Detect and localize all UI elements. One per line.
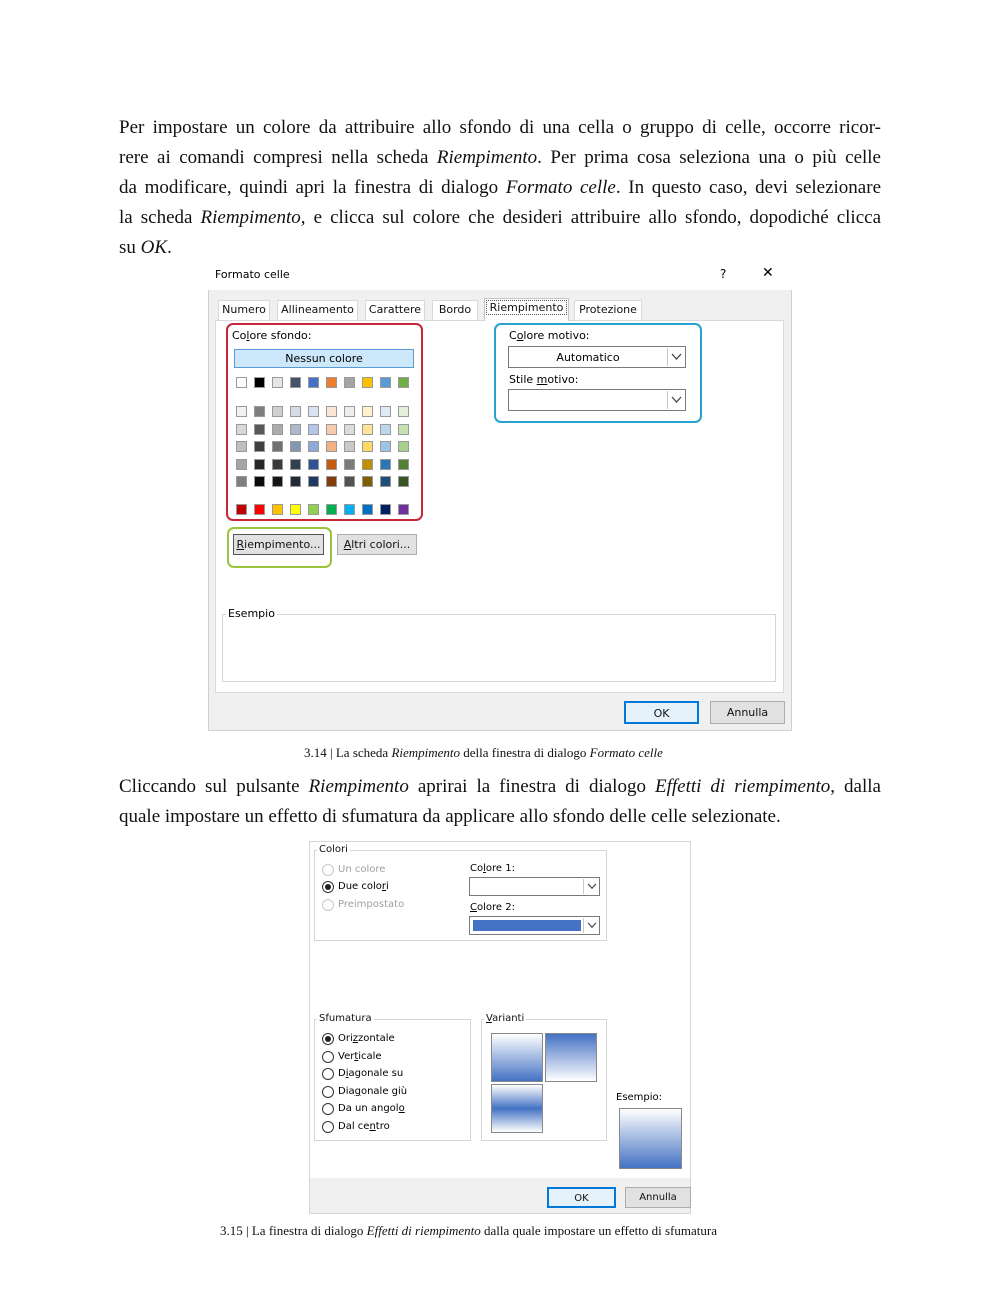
color-swatch[interactable] — [326, 504, 337, 515]
color-swatch[interactable] — [272, 377, 283, 388]
paragraph-line: da modificare, quindi apri la finestra di dialogo Formato celle. In questo caso, devi selezionare — [119, 177, 881, 198]
color2-dropdown[interactable] — [469, 916, 600, 935]
ok-button[interactable]: OK — [547, 1187, 616, 1208]
color-swatch[interactable] — [254, 377, 265, 388]
gradient-style-radio[interactable] — [322, 1121, 334, 1133]
color-swatch[interactable] — [344, 424, 355, 435]
color-swatch[interactable] — [308, 424, 319, 435]
preset-radio[interactable] — [322, 899, 334, 911]
color-swatch[interactable] — [362, 504, 373, 515]
color1-label: Colore 1: — [470, 863, 515, 874]
color-swatch[interactable] — [398, 424, 409, 435]
intro-paragraph — [119, 113, 881, 263]
tab-bordo[interactable]: Bordo — [432, 300, 478, 320]
color-swatch[interactable] — [308, 504, 319, 515]
color-swatch[interactable] — [236, 441, 247, 452]
figure-caption: 3.14 | La scheda Riempimento della finestra di dialogo Formato celle — [304, 745, 663, 760]
gradient-style-radio[interactable] — [322, 1103, 334, 1115]
chevron-down-icon — [667, 391, 684, 409]
color-swatch[interactable] — [326, 377, 337, 388]
gradient-style-radio[interactable] — [322, 1068, 334, 1080]
sample-label: Esempio: — [616, 1092, 663, 1103]
background-color-label: Colore sfondo: — [232, 329, 312, 342]
color-swatch[interactable] — [380, 504, 391, 515]
color-swatch[interactable] — [326, 406, 337, 417]
sample-group — [222, 614, 776, 682]
color-swatch[interactable] — [326, 476, 337, 487]
paragraph-line: quale impostare un effetto di sfumatura da applicare allo sfondo delle celle selezionate. — [119, 806, 781, 827]
color-swatch[interactable] — [362, 441, 373, 452]
color-swatch[interactable] — [398, 441, 409, 452]
one-color-label: Un colore — [338, 864, 386, 875]
color2-label: Colore 2: — [470, 902, 515, 913]
colors-group-label: Colori — [319, 844, 348, 855]
color-swatch[interactable] — [362, 459, 373, 470]
color-swatch[interactable] — [344, 504, 355, 515]
more-colors-button[interactable]: Altri colori... — [337, 534, 417, 555]
pattern-style-dropdown[interactable] — [508, 389, 686, 411]
gradient-style-label: Da un angolo — [338, 1103, 405, 1114]
color-swatch[interactable] — [344, 476, 355, 487]
color-swatch[interactable] — [236, 406, 247, 417]
color-swatch[interactable] — [380, 377, 391, 388]
color-swatch[interactable] — [380, 459, 391, 470]
color-swatch[interactable] — [236, 424, 247, 435]
gradient-style-radio[interactable] — [322, 1033, 334, 1045]
color-swatch[interactable] — [290, 377, 301, 388]
one-color-radio[interactable] — [322, 864, 334, 876]
gradient-style-label: Verticale — [338, 1050, 382, 1062]
gradient-style-label: Orizzontale — [338, 1033, 395, 1044]
variant-1[interactable] — [491, 1033, 543, 1082]
color-swatch[interactable] — [254, 406, 265, 417]
color-swatch[interactable] — [290, 424, 301, 435]
color-swatch[interactable] — [362, 377, 373, 388]
color-swatch[interactable] — [272, 424, 283, 435]
pattern-color-label: Colore motivo: — [509, 329, 590, 342]
paragraph-line: Cliccando sul pulsante Riempimento aprirai la finestra di dialogo Effetti di riempimento, dalla — [119, 776, 881, 797]
sample-label: Esempio — [228, 607, 275, 620]
color-swatch[interactable] — [254, 459, 265, 470]
variant-3[interactable] — [491, 1084, 543, 1133]
paragraph-line: rere ai comandi compresi nella scheda Riempimento. Per prima cosa seleziona una o più celle — [119, 147, 881, 168]
color-swatch[interactable] — [326, 424, 337, 435]
tab-allineamento[interactable]: Allineamento — [277, 300, 358, 320]
chevron-down-icon — [583, 918, 598, 933]
color1-dropdown[interactable] — [469, 877, 600, 896]
color-swatch[interactable] — [290, 441, 301, 452]
tab-carattere[interactable]: Carattere — [365, 300, 425, 320]
two-colors-label: Due colori — [338, 881, 389, 892]
chevron-down-icon — [667, 348, 684, 366]
color-swatch[interactable] — [398, 406, 409, 417]
color-swatch[interactable] — [398, 377, 409, 388]
color-swatch[interactable] — [362, 424, 373, 435]
color-swatch[interactable] — [272, 406, 283, 417]
chevron-down-icon — [583, 879, 598, 894]
second-paragraph — [119, 772, 881, 832]
gradient-style-label: Dal centro — [338, 1120, 390, 1132]
fill-effects-button[interactable]: Riempimento... — [233, 534, 324, 555]
paragraph-line: Per impostare un colore da attribuire allo sfondo di una cella o gruppo di celle, occorre ricor- — [119, 117, 881, 138]
color-swatch[interactable] — [236, 459, 247, 470]
color-swatch[interactable] — [290, 459, 301, 470]
color-swatch[interactable] — [308, 377, 319, 388]
color-swatch[interactable] — [272, 504, 283, 515]
no-color-button[interactable]: Nessun colore — [234, 349, 414, 368]
color-swatch[interactable] — [308, 476, 319, 487]
color-swatch[interactable] — [308, 441, 319, 452]
pattern-color-dropdown[interactable] — [508, 346, 686, 368]
color-swatch[interactable] — [272, 441, 283, 452]
color-swatch[interactable] — [344, 459, 355, 470]
color-swatch[interactable] — [362, 476, 373, 487]
tab-riempimento[interactable]: Riempimento — [484, 298, 569, 321]
color2-swatch — [473, 920, 581, 931]
color-swatch[interactable] — [398, 459, 409, 470]
gradient-style-label: Diagonale su — [338, 1068, 404, 1079]
two-colors-radio[interactable] — [322, 881, 334, 893]
color-swatch[interactable] — [236, 476, 247, 487]
dialog-titlebar — [208, 262, 792, 290]
color-swatch[interactable] — [308, 406, 319, 417]
gradient-sample — [619, 1108, 682, 1169]
color-swatch[interactable] — [362, 406, 373, 417]
pattern-color-value: Automatico — [556, 351, 620, 364]
color-swatch[interactable] — [254, 504, 265, 515]
paragraph-line: su OK. — [119, 237, 172, 258]
help-button[interactable]: ? — [720, 267, 727, 281]
color-swatch[interactable] — [326, 459, 337, 470]
color-swatch[interactable] — [254, 476, 265, 487]
color-swatch[interactable] — [254, 441, 265, 452]
gradient-style-label: Diagonale giù — [338, 1085, 408, 1097]
tab-protezione[interactable]: Protezione — [574, 300, 642, 320]
color-swatch[interactable] — [236, 377, 247, 388]
color-swatch[interactable] — [398, 504, 409, 515]
color-swatch[interactable] — [272, 476, 283, 487]
color-swatch[interactable] — [380, 441, 391, 452]
tab-numero[interactable]: Numero — [218, 300, 270, 320]
color-swatch[interactable] — [326, 441, 337, 452]
paragraph-line: la scheda Riempimento, e clicca sul colore che desideri attribuire allo sfondo, dopodiché clicca — [119, 207, 881, 228]
color-swatch[interactable] — [344, 441, 355, 452]
figure-caption: 3.15 | La finestra di dialogo Effetti di riempimento dalla quale impostare un effetto di sfumatura — [220, 1223, 717, 1238]
variants-group-label: Varianti — [486, 1013, 525, 1024]
color-swatch[interactable] — [272, 459, 283, 470]
gradient-group-label: Sfumatura — [319, 1013, 372, 1024]
variant-2[interactable] — [545, 1033, 597, 1082]
color-swatch[interactable] — [380, 424, 391, 435]
color-swatch[interactable] — [344, 406, 355, 417]
color-swatch[interactable] — [380, 476, 391, 487]
color-swatch[interactable] — [254, 424, 265, 435]
ok-button[interactable]: OK — [624, 701, 699, 724]
color-swatch[interactable] — [380, 406, 391, 417]
color-swatch[interactable] — [344, 377, 355, 388]
color-swatch[interactable] — [398, 476, 409, 487]
color-swatch[interactable] — [308, 459, 319, 470]
pattern-style-label: Stile motivo: — [509, 373, 579, 386]
color-swatch[interactable] — [290, 476, 301, 487]
gradient-style-radio[interactable] — [322, 1051, 334, 1063]
preset-label: Preimpostato — [338, 899, 405, 910]
cancel-button[interactable]: Annulla — [710, 701, 785, 724]
gradient-style-radio[interactable] — [322, 1086, 334, 1098]
dialog-title: Formato celle — [215, 268, 290, 281]
color-swatch[interactable] — [236, 504, 247, 515]
close-icon[interactable]: ✕ — [762, 265, 774, 281]
color-swatch[interactable] — [290, 504, 301, 515]
color-swatch[interactable] — [290, 406, 301, 417]
cancel-button[interactable]: Annulla — [625, 1187, 691, 1208]
